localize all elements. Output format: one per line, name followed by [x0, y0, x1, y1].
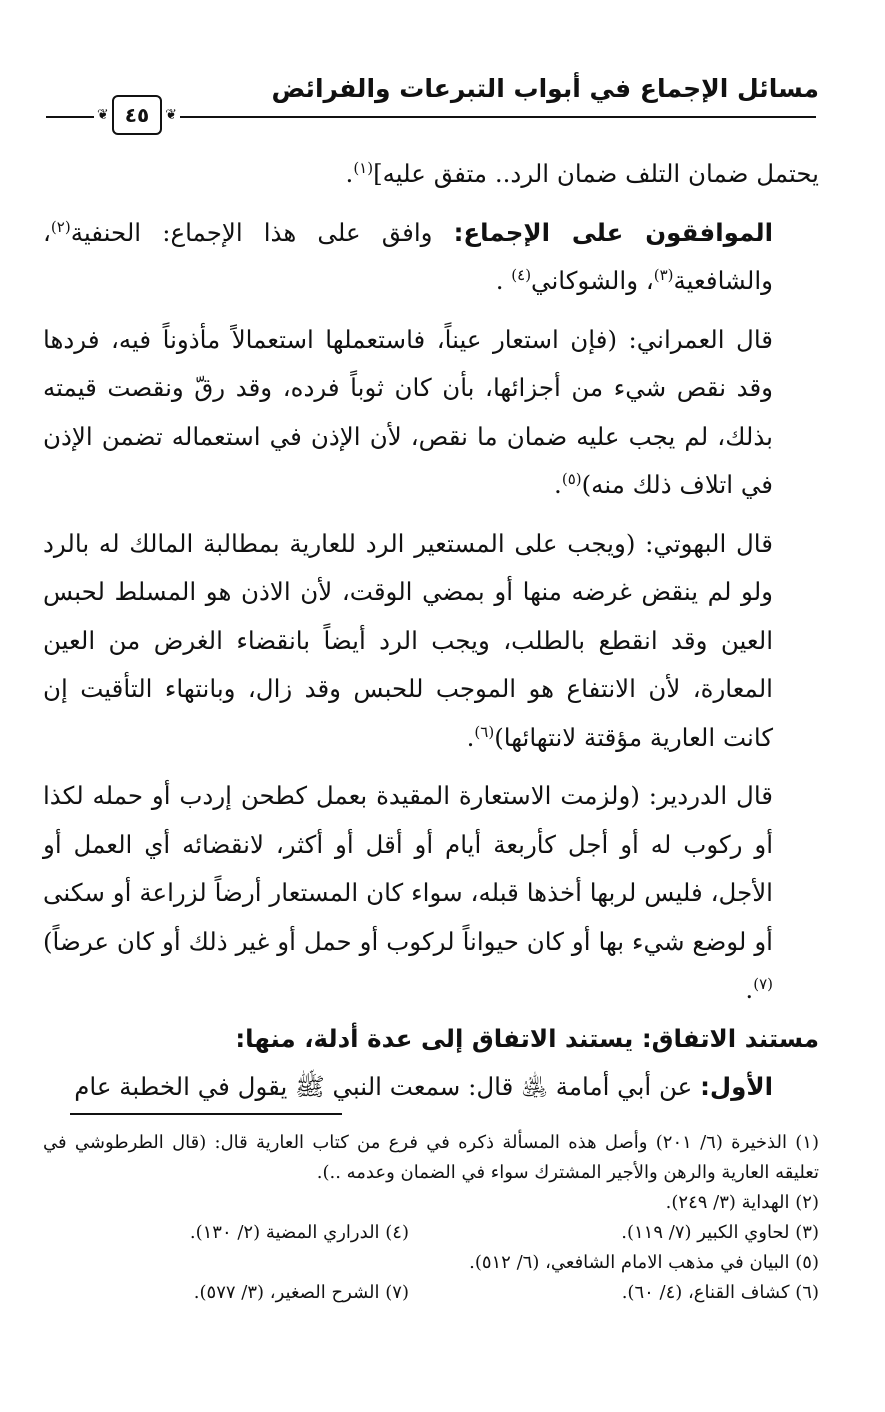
- footnote-row: [43, 1218, 819, 1248]
- footnote-ref: (٧): [753, 974, 773, 993]
- running-header-title: مسائل الإجماع في أبواب التبرعات والفرائض: [271, 74, 819, 103]
- paragraph-bahuti: قال البهوتي: (ويجب على المستعير الرد للعارية بمطالبة المالك له بالرد ولو لم ينقض غرضه منها أو بمضي الوقت، لأن الاذن هو المسلط لحبس العين وقد انقطع بالطلب، ويجب الرد أيضاً بانقضاء الغرض من العين المعارة، لأن الانتفاع هو الموجب للحبس وقد زال، وبانتهاء التأقيت إن كانت العارية مؤقتة لانتهائها)$^{(٦)}$.: [43, 528, 773, 752]
- paragraph-1: يحتمل ضمان التلف ضمان الرد.. متفق عليه]$^{(١)}$.: [345, 158, 819, 188]
- footnote-6: (٦) كشاف القناع، (٤/ ٦٠).: [621, 1282, 819, 1303]
- footnote-3: (٣) لحاوي الكبير (٧/ ١١٩).: [621, 1222, 819, 1243]
- paragraph-imrani: قال العمراني: (فإن استعار عيناً، فاستعملها استعمالاً مأذوناً فيه، فردها وقد نقص شيء من أجزائها، بأن كان ثوباً فرده، وقد رقّ ونقصت قيمته بذلك، لم يجب عليه ضمان ما نقص، لأن الإذن في استعماله تضمن الإذن في اتلاف ذلك منه)$^{(٥)}$.: [43, 324, 773, 499]
- text: وافق على هذا الإجماع: الحنفية: [70, 217, 454, 247]
- footnote-1: (١) الذخيرة (٦/ ٢٠١) وأصل هذه المسألة ذكره في فرع من كتاب العارية قال: (قال الطرطوشي في تعليقه العارية والرهن والأجير المشترك سواء في الضمان وعدمه ..).: [43, 1132, 819, 1183]
- text: يحتمل ضمان التلف ضمان الرد.. متفق عليه]: [373, 159, 819, 188]
- ornament-icon: ❦: [97, 107, 109, 123]
- footnote-5: (٥) البيان في مذهب الامام الشافعي، (٦/ ٥١٢).: [469, 1252, 819, 1273]
- footnote-7: (٧) الشرح الصغير، (٣/ ٥٧٧).: [193, 1282, 409, 1303]
- page-number-ornament: [94, 92, 180, 138]
- footnote-2: (٢) الهداية (٣/ ٢٤٩).: [665, 1192, 819, 1213]
- text: ، والشافعية: [43, 217, 773, 295]
- paragraph-agreeing: [43, 209, 819, 306]
- footnote-ref: (١): [353, 158, 374, 177]
- text: .: [495, 266, 512, 295]
- footnote-ref: (٦): [474, 722, 495, 741]
- ornament-icon: ❦: [165, 107, 177, 123]
- footnotes: [43, 1128, 819, 1308]
- page-number: ٤٥: [112, 95, 163, 135]
- paragraph-first-evidence: [43, 1063, 819, 1112]
- paragraph-dardir: قال الدردير: (ولزمت الاستعارة المقيدة بعمل كطحن إردب أو حمله لكذا أو ركوب له أو أجل كأربعة أيام أو أقل أو أكثر، لانقضائه أي العمل أو الأجل، فليس لربها أخذها قبله، سواء كان المستعار أرضاً لزراعة أو سكنى أو لوضع شيء بها أو كان حيواناً لركوب أو حمل أو غير ذلك أو كان عرضاً)$^{(٧)}$.: [43, 781, 773, 1004]
- footnote-row: [43, 1278, 819, 1308]
- main-text: [43, 150, 819, 1112]
- footnote-4: (٤) الدراري المضية (٢/ ١٣٠).: [189, 1222, 409, 1243]
- footnote-ref: (٤): [511, 265, 532, 284]
- text: عن أبي أمامة ﵁ قال: سمعت النبي ﷺ يقول في الخطبة عام: [74, 1072, 701, 1101]
- section-lead: الموافقون على الإجماع:: [453, 217, 773, 247]
- footnote-ref: (٥): [561, 469, 582, 488]
- text: قال الدردير: (ولزمت الاستعارة المقيدة بعمل كطحن إردب أو حمله لكذا أو ركوب له أو أجل كأربعة أيام أو أقل أو أكثر، لانقضائه أي العمل أو الأجل، فليس لربها أخذها قبله، سواء كان المستعار أرضاً لزراعة أو سكنى أو لوضع شيء بها أو كان حيواناً لركوب أو حمل أو غير ذلك أو كان عرضاً): [43, 781, 773, 956]
- footnote-ref: (٣): [653, 265, 674, 284]
- footnote-ref: (٢): [50, 217, 71, 236]
- section-heading: مستند الاتفاق: يستند الاتفاق إلى عدة أدلة، منها:: [235, 1023, 819, 1053]
- text: قال البهوتي: (ويجب على المستعير الرد للعارية بمطالبة المالك له بالرد ولو لم ينقض غرضه منها أو بمضي الوقت، لأن الاذن هو المسلط لحبس العين وقد انقطع بالطلب، ويجب الرد أيضاً بانقضاء الغرض من العين المعارة، لأن الانتفاع هو الموجب للحبس وقد زال، وبانتهاء التأقيت إن كانت العارية مؤقتة لانتهائها): [43, 528, 773, 752]
- paragraph-evidence-heading: [43, 1015, 819, 1064]
- footnote-rule: [70, 1113, 342, 1115]
- text: قال العمراني: (فإن استعار عيناً، فاستعملها استعمالاً مأذوناً فيه، فردها وقد نقص شيء من أجزائها، بأن كان ثوباً فرده، وقد رقّ ونقصت قيمته بذلك، لم يجب عليه ضمان ما نقص، لأن الإذن في استعماله تضمن الإذن في اتلاف ذلك منه): [43, 324, 773, 499]
- text: ، والشوكاني: [531, 266, 654, 295]
- section-lead: الأول:: [700, 1072, 773, 1101]
